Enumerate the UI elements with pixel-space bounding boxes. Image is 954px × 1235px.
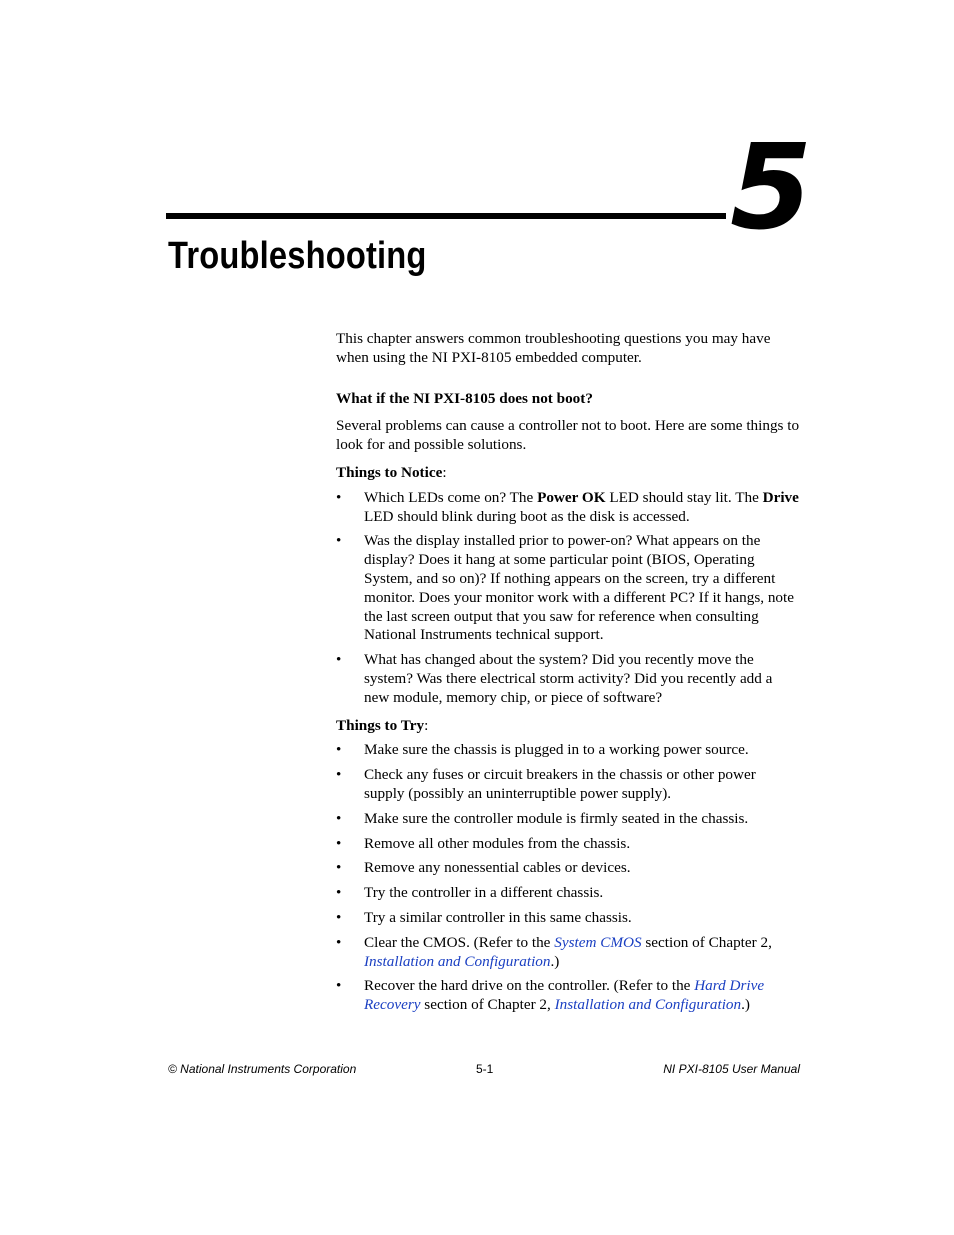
chapter-rule xyxy=(166,213,726,219)
notice-item-3-text: What has changed about the system? Did you recently move the system? Was there electrical storm activity? Did you recently add a new module, memory chip, or piece of software? xyxy=(364,651,773,706)
list-item xyxy=(336,741,800,760)
list-item xyxy=(336,859,800,878)
list-item xyxy=(336,909,800,928)
things-to-notice-colon: : xyxy=(442,463,447,481)
bullet-icon: • xyxy=(336,884,342,902)
list-item xyxy=(336,489,800,527)
bullet-icon: • xyxy=(336,908,342,926)
try-item-text: Try the controller in a different chassis. xyxy=(364,884,604,902)
try-item-text: Remove all other modules from the chassis. xyxy=(364,834,631,852)
page-footer xyxy=(168,1062,800,1078)
footer-copyright: © National Instruments Corporation xyxy=(168,1062,357,1076)
chapter-body xyxy=(336,330,800,1024)
chapter-title: Troubleshooting xyxy=(168,235,427,277)
list-item xyxy=(336,977,800,1015)
question-paragraph: Several problems can cause a controller not to boot. Here are some things to look for and possible solutions. xyxy=(336,417,800,454)
cmos-text-a: Clear the CMOS. (Refer to the xyxy=(364,933,555,951)
recovery-text-a: Recover the hard drive on the controller. (Refer to the xyxy=(364,977,695,995)
installation-configuration-link[interactable]: Installation and Configuration xyxy=(364,952,551,970)
notice-item-1-text-b: LED should stay lit. The xyxy=(605,488,763,506)
installation-configuration-link[interactable]: Installation and Configuration xyxy=(554,996,742,1014)
things-to-try-heading xyxy=(336,717,800,736)
cmos-text-b: section of Chapter 2, xyxy=(641,933,772,951)
bullet-icon: • xyxy=(336,809,342,827)
notice-list xyxy=(336,489,800,708)
try-list xyxy=(336,741,800,1015)
cmos-text-c: .) xyxy=(550,952,560,970)
bullet-icon: • xyxy=(336,977,342,995)
bullet-icon: • xyxy=(336,933,342,951)
bullet-icon: • xyxy=(336,834,342,852)
question-heading: What if the NI PXI-8105 does not boot? xyxy=(336,389,593,407)
list-item xyxy=(336,651,800,707)
list-item xyxy=(336,810,800,829)
try-item-text: Check any fuses or circuit breakers in the chassis or other power supply (possibly an uninterruptible power supply). xyxy=(364,766,756,802)
footer-page-number: 5-1 xyxy=(476,1062,494,1076)
things-to-try-label: Things to Try xyxy=(336,716,425,734)
bullet-icon: • xyxy=(336,859,342,877)
things-to-notice-label: Things to Notice xyxy=(336,463,443,481)
try-item-text: Make sure the controller module is firmly seated in the chassis. xyxy=(364,809,749,827)
bullet-icon: • xyxy=(336,532,342,550)
bullet-icon: • xyxy=(336,488,342,506)
bullet-icon: • xyxy=(336,766,342,784)
chapter-number: 5 xyxy=(730,118,811,256)
list-item xyxy=(336,934,800,972)
things-to-notice-heading xyxy=(336,464,800,483)
try-item-text: Remove any nonessential cables or devices. xyxy=(364,859,631,877)
try-item-text: Try a similar controller in this same chassis. xyxy=(364,908,632,926)
notice-item-2-text: Was the display installed prior to power-on? What appears on the display? Does it hang at some particular point (BIOS, Operating System, and so on)? If nothing appears on the screen, try a different monitor. Does your monitor work with a different PC? If it hangs, note the last screen output that you saw for reference when consulting National Instruments technical support. xyxy=(364,532,794,644)
bullet-icon: • xyxy=(336,741,342,759)
notice-item-1-text-a: Which LEDs come on? The xyxy=(364,488,538,506)
try-item-text: Make sure the chassis is plugged in to a working power source. xyxy=(364,741,749,759)
list-item xyxy=(336,532,800,645)
footer-manual-title: NI PXI-8105 User Manual xyxy=(663,1062,800,1076)
drive-label: Drive xyxy=(762,488,799,506)
system-cmos-link[interactable]: System CMOS xyxy=(554,933,642,951)
list-item xyxy=(336,766,800,804)
list-item xyxy=(336,884,800,903)
recovery-text-b: section of Chapter 2, xyxy=(420,996,555,1014)
notice-item-1-text-c: LED should blink during boot as the disk is accessed. xyxy=(364,507,690,525)
things-to-try-colon: : xyxy=(424,716,429,734)
intro-paragraph: This chapter answers common troubleshooting questions you may have when using the NI PXI-8105 embedded computer. xyxy=(336,330,771,366)
hard-drive-recovery-link[interactable]: Hard Drive Recovery xyxy=(364,977,765,1014)
power-ok-label: Power OK xyxy=(537,488,606,506)
list-item xyxy=(336,835,800,854)
recovery-text-c: .) xyxy=(741,996,750,1014)
bullet-icon: • xyxy=(336,651,342,669)
